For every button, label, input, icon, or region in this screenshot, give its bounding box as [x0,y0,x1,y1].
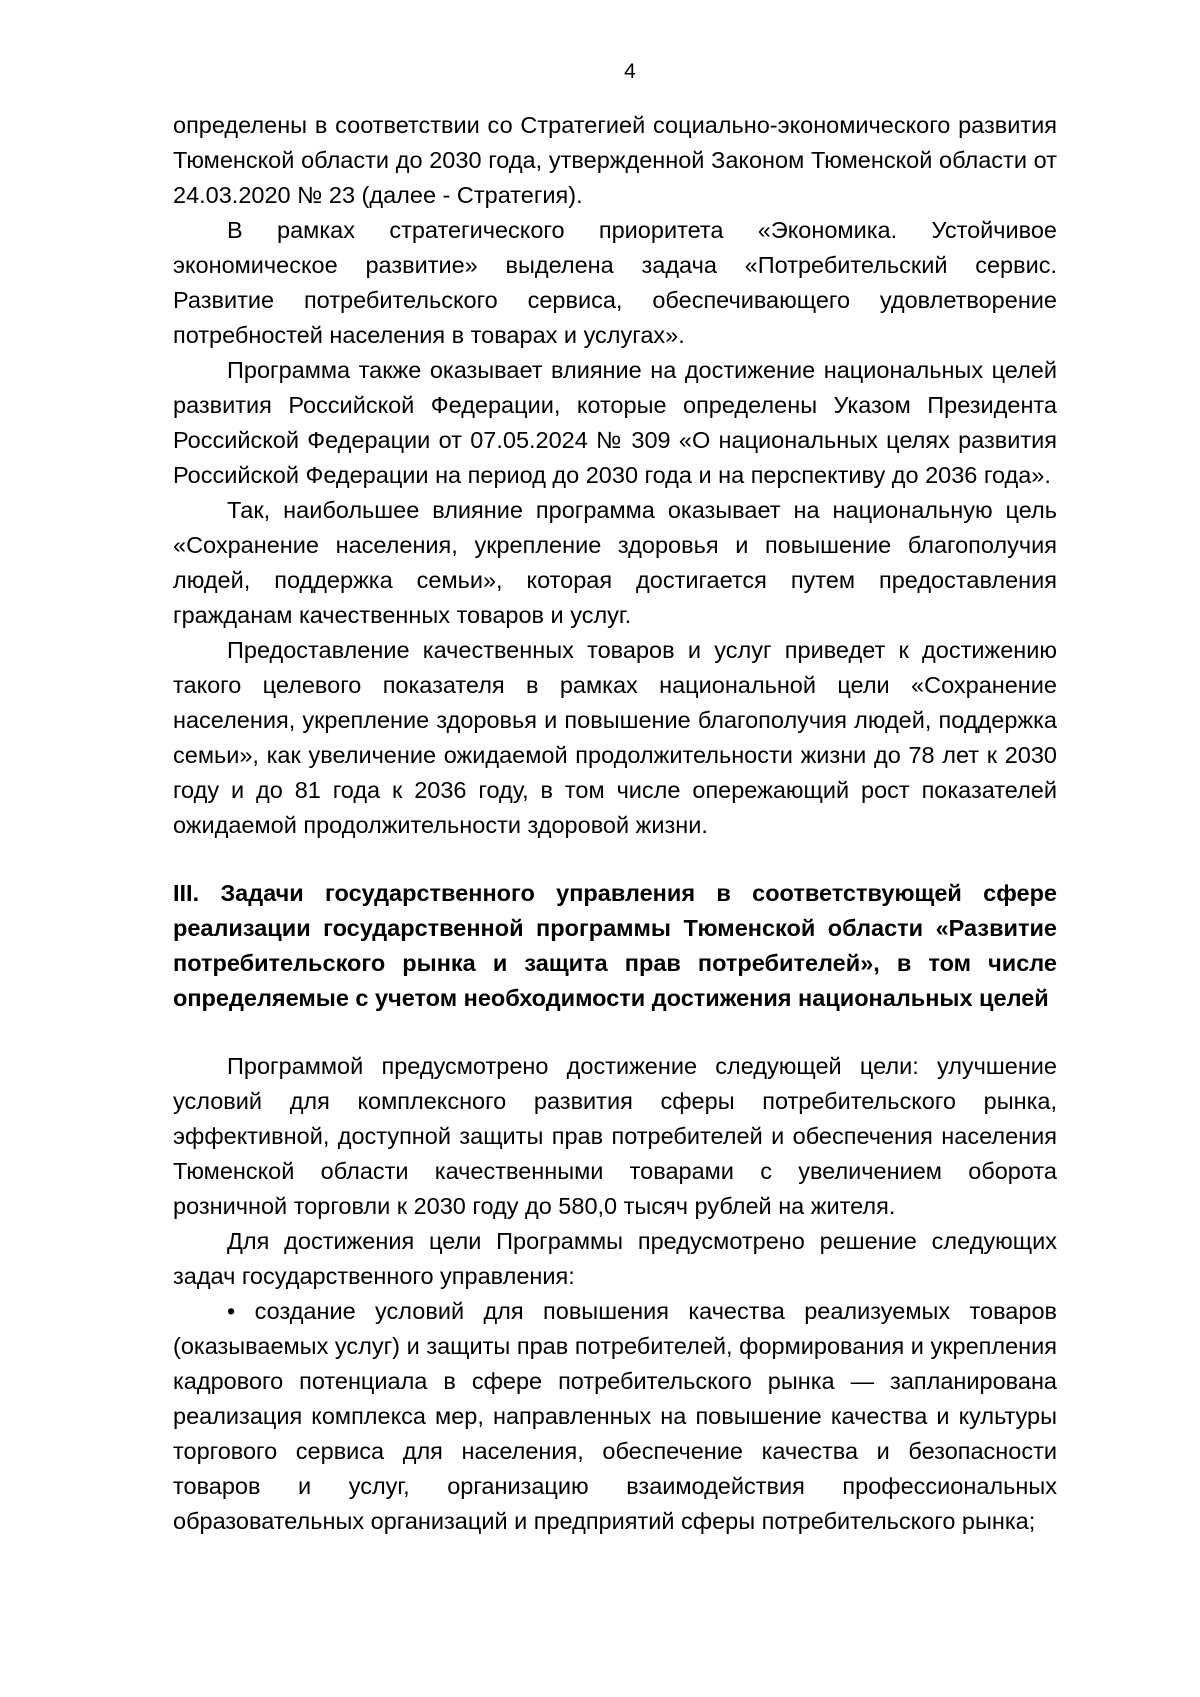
list-item-task-quality: • создание условий для повышения качества реализуемых товаров (оказываемых услуг) и защиты прав потребителей, формирования и укрепления кадрового потенциала в сфере потребительского рынка — запланирована реализация комплекса мер, направленных на повышение качества и культуры торгового сервиса для населения, обеспечение качества и безопасности товаров и услуг, организацию взаимодействия профессиональных образовательных организаций и предприятий сферы потребительского рынка; [173,1298,1057,1534]
paragraph-strategic-priority: В рамках стратегического приоритета «Экономика. Устойчивое экономическое развитие» выделена задача «Потребительский сервис. Развитие потребительского сервиса, обеспечивающего удовлетворение потребностей населения в товарах и услугах». [173,217,1057,348]
paragraph-national-goals: Программа также оказывает влияние на достижение национальных целей развития Российской Федерации, которые определены Указом Президента Российской Федерации от 07.05.2024 № 309 «О национальных целях развития Российской Федерации на период до 2030 года и на перспективу до 2036 года». [173,357,1057,488]
paragraph-strategy-reference: определены в соответствии со Стратегией социально-экономического развития Тюменской области до 2030 года, утвержденной Законом Тюменской области от 24.03.2020 № 23 (далее - Стратегия). [173,112,1057,208]
paragraph-tasks-intro: Для достижения цели Программы предусмотрено решение следующих задач государственного управления: [173,1228,1057,1289]
section-heading: III. Задачи государственного управления в соответствующей сфере реализации государственной программы Тюменской области «Развитие потребительского рынка и защита прав потребителей», в том числе определяемые с учетом необходимости достижения национальных целей [173,880,1057,1011]
paragraph-national-goal-influence: Так, наибольшее влияние программа оказывает на национальную цель «Сохранение населения, укрепление здоровья и повышение благополучия людей, поддержка семьи», которая достигается путем предоставления гражданам качественных товаров и услуг. [173,497,1057,628]
paragraph-program-goal: Программой предусмотрено достижение следующей цели: улучшение условий для комплексного развития сферы потребительского рынка, эффективной, доступной защиты прав потребителей и обеспечения населения Тюменской области качественными товарами с увеличением оборота розничной торговли к 2030 году до 580,0 тысяч рублей на жителя. [173,1053,1057,1219]
paragraph-target-indicator: Предоставление качественных товаров и услуг приведет к достижению такого целевого показателя в рамках национальной цели «Сохранение населения, укрепление здоровья и повышение благополучия людей, поддержка семьи», как увеличение ожидаемой продолжительности жизни до 78 лет к 2030 году и до 81 года к 2036 году, в том числе опережающий рост показателей ожидаемой продолжительности здоровой жизни. [173,637,1057,838]
page-number: 4 [624,60,636,83]
